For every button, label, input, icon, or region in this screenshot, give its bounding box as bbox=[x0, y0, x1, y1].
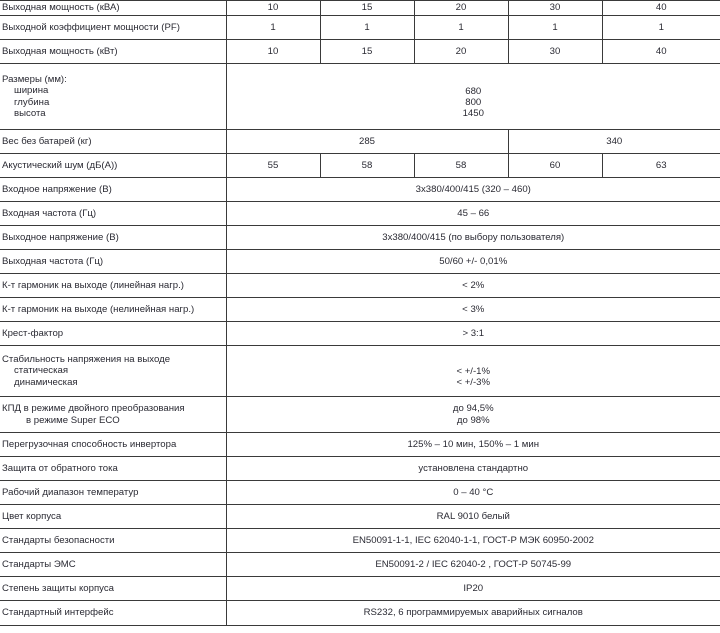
row-label: Акустический шум (дБ(А)) bbox=[0, 154, 226, 178]
value-width: 680 bbox=[465, 85, 482, 97]
row-label-group bbox=[0, 64, 226, 130]
row-label: Цвет корпуса bbox=[0, 505, 226, 529]
row-input-voltage bbox=[0, 178, 720, 202]
row-label: Входная частота (Гц) bbox=[0, 202, 226, 226]
value-cell: 45 – 66 bbox=[226, 202, 720, 226]
value-cell: 1 bbox=[602, 16, 720, 40]
value-group bbox=[226, 346, 720, 397]
value-cell: установлена стандартно bbox=[226, 457, 720, 481]
row-ip-rating bbox=[0, 577, 720, 601]
value-cell: > 3:1 bbox=[226, 322, 720, 346]
row-label-group bbox=[0, 346, 226, 397]
row-label: Стандартный интерфейс bbox=[0, 601, 226, 626]
value-cell: 60 bbox=[508, 154, 602, 178]
value-cell: 125% – 10 мин, 150% – 1 мин bbox=[226, 433, 720, 457]
value-height: 1450 bbox=[462, 108, 484, 120]
row-label: Рабочий диапазон температур bbox=[0, 481, 226, 505]
row-output-power-kw bbox=[0, 40, 720, 64]
row-label: Защита от обратного тока bbox=[0, 457, 226, 481]
value-cell: 20 bbox=[414, 40, 508, 64]
value-15kva: 15 bbox=[320, 1, 414, 16]
value-cell: 15 bbox=[320, 40, 414, 64]
row-thd-linear bbox=[0, 274, 720, 298]
sublabel-static: статическая bbox=[14, 365, 69, 377]
value-double-conversion: до 94,5% bbox=[452, 403, 494, 415]
value-weight-large: 340 bbox=[508, 130, 720, 154]
sublabel-width: ширина bbox=[14, 85, 49, 97]
row-label: Стандарты безопасности bbox=[0, 529, 226, 553]
value-group bbox=[226, 64, 720, 130]
row-power-factor bbox=[0, 16, 720, 40]
value-cell: 3x380/400/415 (по выбору пользователя) bbox=[226, 226, 720, 250]
row-label: Стабильность напряжения на выходе bbox=[2, 354, 171, 366]
row-label: Выходная мощность (кВт) bbox=[0, 40, 226, 64]
row-label: Размеры (мм): bbox=[2, 73, 67, 85]
row-label: К-т гармоник на выходе (линейная нагр.) bbox=[0, 274, 226, 298]
value-20kva: 20 bbox=[414, 1, 508, 16]
value-cell: 1 bbox=[508, 16, 602, 40]
row-label: Входное напряжение (В) bbox=[0, 178, 226, 202]
row-label: Стандарты ЭМС bbox=[0, 553, 226, 577]
row-output-voltage bbox=[0, 226, 720, 250]
value-cell: < 3% bbox=[226, 298, 720, 322]
value-weight-small: 285 bbox=[226, 130, 508, 154]
value-super-eco: до 98% bbox=[456, 414, 490, 426]
value-cell: RS232, 6 программируемых аварийных сигналов bbox=[226, 601, 720, 626]
row-label: КПД в режиме двойного преобразования bbox=[2, 403, 185, 415]
value-cell: 10 bbox=[226, 40, 320, 64]
value-cell: 63 bbox=[602, 154, 720, 178]
sublabel-height: высота bbox=[14, 107, 46, 119]
value-cell: 0 – 40 °C bbox=[226, 481, 720, 505]
value-10kva: 10 bbox=[226, 1, 320, 16]
row-output-frequency bbox=[0, 250, 720, 274]
row-label: Перегрузочная способность инвертора bbox=[0, 433, 226, 457]
row-output-power-kva bbox=[0, 1, 720, 16]
value-cell: RAL 9010 белый bbox=[226, 505, 720, 529]
value-cell: EN50091-2 / IEC 62040-2 , ГОСТ-Р 50745-99 bbox=[226, 553, 720, 577]
value-group bbox=[226, 397, 720, 433]
row-dimensions bbox=[0, 64, 720, 130]
row-backfeed-protection bbox=[0, 457, 720, 481]
row-label: Вес без батарей (кг) bbox=[0, 130, 226, 154]
value-cell: 1 bbox=[414, 16, 508, 40]
row-label: Крест-фактор bbox=[0, 322, 226, 346]
sublabel-dynamic: динамическая bbox=[14, 376, 78, 388]
sublabel-super-eco: в режиме Super ECO bbox=[26, 414, 120, 426]
row-efficiency bbox=[0, 397, 720, 433]
value-cell: 30 bbox=[508, 40, 602, 64]
value-30kva: 30 bbox=[508, 1, 602, 16]
row-cabinet-color bbox=[0, 505, 720, 529]
value-cell: 40 bbox=[602, 40, 720, 64]
value-cell: 3x380/400/415 (320 – 460) bbox=[226, 178, 720, 202]
row-acoustic-noise bbox=[0, 154, 720, 178]
row-overload bbox=[0, 433, 720, 457]
row-emc-standards bbox=[0, 553, 720, 577]
sublabel-depth: глубина bbox=[14, 96, 50, 108]
value-cell: < 2% bbox=[226, 274, 720, 298]
row-label: Выходная частота (Гц) bbox=[0, 250, 226, 274]
row-safety-standards bbox=[0, 529, 720, 553]
row-thd-nonlinear bbox=[0, 298, 720, 322]
row-crest-factor bbox=[0, 322, 720, 346]
value-cell: 58 bbox=[320, 154, 414, 178]
row-label: Выходная мощность (кВА) bbox=[0, 1, 226, 16]
row-operating-temperature bbox=[0, 481, 720, 505]
value-cell: 1 bbox=[320, 16, 414, 40]
value-cell: 58 bbox=[414, 154, 508, 178]
value-40kva: 40 bbox=[602, 1, 720, 16]
value-cell: IP20 bbox=[226, 577, 720, 601]
row-standard-interface bbox=[0, 601, 720, 626]
value-cell: 55 bbox=[226, 154, 320, 178]
value-static: < +/-1% bbox=[456, 365, 491, 377]
value-dynamic: < +/-3% bbox=[456, 377, 491, 388]
row-label: Степень защиты корпуса bbox=[0, 577, 226, 601]
row-weight bbox=[0, 130, 720, 154]
value-cell: 50/60 +/- 0,01% bbox=[226, 250, 720, 274]
row-input-frequency bbox=[0, 202, 720, 226]
row-voltage-stability bbox=[0, 346, 720, 397]
value-depth: 800 bbox=[465, 96, 482, 108]
value-cell: EN50091-1-1, IEC 62040-1-1, ГОСТ-Р МЭК 60950-2002 bbox=[226, 529, 720, 553]
row-label: Выходное напряжение (В) bbox=[0, 226, 226, 250]
row-label-group bbox=[0, 397, 226, 433]
row-label: Выходной коэффициент мощности (PF) bbox=[0, 16, 226, 40]
value-cell: 1 bbox=[226, 16, 320, 40]
row-label: К-т гармоник на выходе (нелинейная нагр.) bbox=[0, 298, 226, 322]
